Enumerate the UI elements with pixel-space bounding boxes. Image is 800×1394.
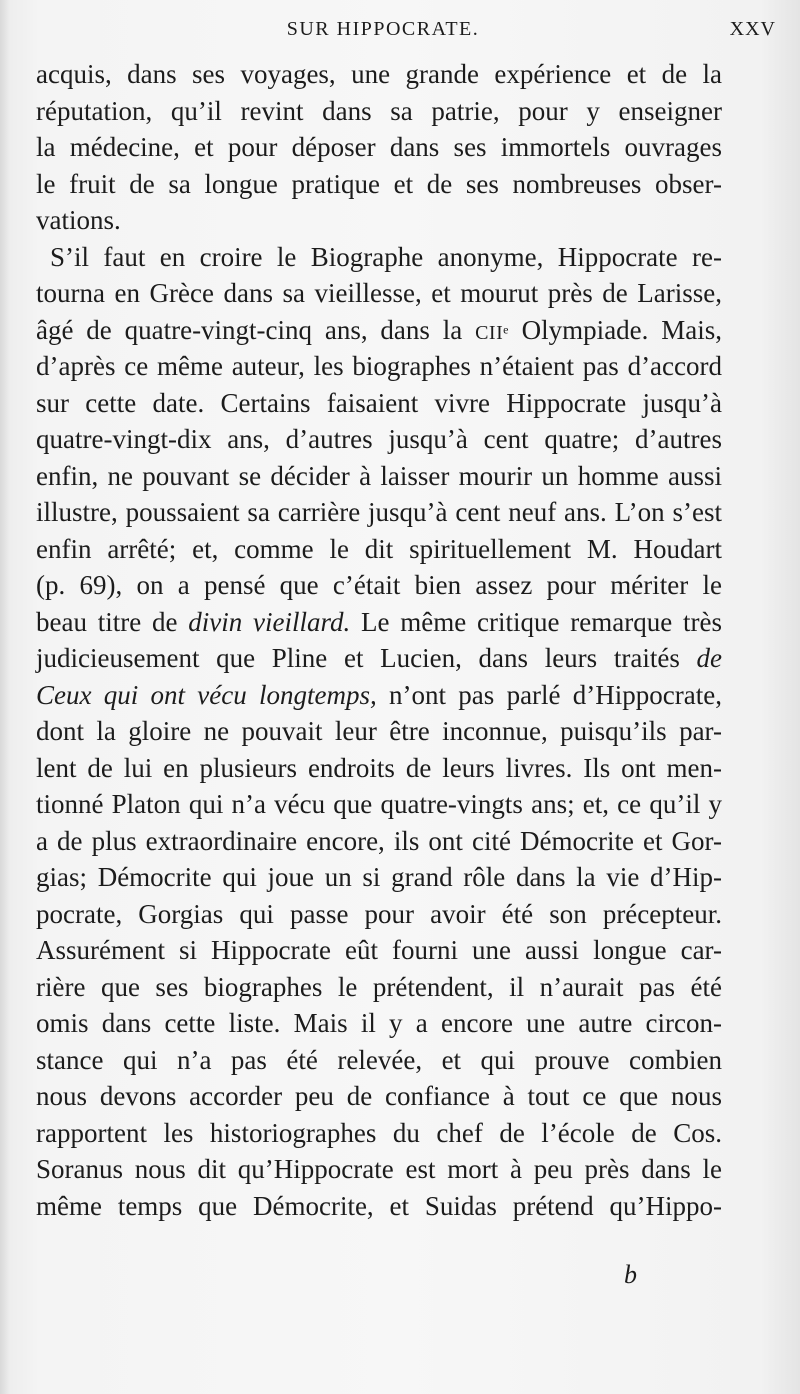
body-text (36, 56, 722, 1224)
text-line: le fruit de sa longue pratique et de ses nombreuses obser- (36, 168, 722, 199)
text-line: quatre-vingt-dix ans, d’autres jusqu’à cent quatre; d’autres (36, 424, 722, 454)
text-segment: Olympiade. Mais, (508, 314, 722, 345)
text-segment: beau titre de (36, 606, 189, 637)
text-line: rière que ses biographes le prétendent, il n’aurait pas été (36, 971, 722, 1002)
text-segment: n’ont pas parlé d’Hippocrate, (376, 679, 722, 710)
text-line: tionné Platon qui n’a vécu que quatre-vingts ans; et, ce qu’il y (36, 789, 722, 819)
text-segment: âgé de quatre-vingt-cinq ans, dans la (36, 314, 476, 345)
text-line: S’il faut en croire le Biographe anonyme, Hippocrate re- (50, 241, 722, 272)
text-line: réputation, qu’il revint dans sa patrie, pour y enseigner (36, 95, 722, 126)
text-line (36, 640, 722, 677)
page-number: XXV (729, 18, 776, 40)
text-line: rapportent les historiographes du chef de l’école de Cos. (36, 1117, 722, 1148)
text-line: tourna en Grèce dans sa vieillesse, et mourut près de Larisse, (36, 278, 722, 308)
signature-mark: b (624, 1260, 637, 1289)
text-line: dont la gloire ne pouvait leur être inconnue, puisqu’ils par- (36, 716, 722, 746)
text-line (36, 604, 722, 641)
text-line: illustre, poussaient sa carrière jusqu’à cent neuf ans. L’on s’est (36, 497, 722, 527)
text-line (36, 677, 722, 714)
text-line: a de plus extraordinaire encore, ils ont cité Démocrite et Gor- (36, 825, 722, 856)
text-segment: judicieusement que Pline et Lucien, dans leurs traités (36, 643, 697, 673)
italic-phrase: divin vieillard. (188, 606, 351, 637)
text-line: (p. 69), on a pensé que c’était bien assez pour mériter le (36, 570, 722, 600)
text-line: d’après ce même auteur, les biographes n’étaient pas d’accord (36, 351, 722, 381)
italic-phrase: Ceux qui ont vécu longtemps, (36, 679, 377, 710)
text-line: même temps que Démocrite, et Suidas prétend qu’Hippo- (36, 1190, 722, 1221)
text-line (36, 312, 722, 349)
running-head (38, 18, 776, 48)
text-line: nous devons accorder peu de confiance à tout ce que nous (36, 1081, 722, 1111)
text-line: sur cette date. Certains faisaient vivre Hippocrate jusqu’à (36, 387, 722, 418)
text-line: stance qui n’a pas été relevée, et qui prouve combien (36, 1044, 722, 1075)
text-line: acquis, dans ses voyages, une grande expérience et de la (36, 59, 722, 89)
text-segment: Le même critique remarque très (350, 606, 722, 637)
text-line: enfin, ne pouvant se décider à laisser mourir un homme aussi (36, 460, 722, 491)
text-line: omis dans cette liste. Mais il y a encore une autre circon- (36, 1008, 722, 1038)
italic-phrase: de (696, 643, 722, 673)
text-line: Soranus nous dit qu’Hippocrate est mort à peu près dans le (36, 1154, 722, 1184)
text-line: gias; Démocrite qui joue un si grand rôle dans la vie d’Hip- (36, 862, 722, 892)
text-line: la médecine, et pour déposer dans ses immortels ouvrages (36, 132, 722, 162)
running-title: SUR HIPPOCRATE. (286, 18, 480, 40)
text-line: enfin arrêté; et, comme le dit spirituellement M. Houdart (36, 533, 722, 564)
text-line: vations. (36, 205, 121, 235)
text-line: pocrate, Gorgias qui passe pour avoir été son précepteur. (36, 898, 722, 929)
text-line: lent de lui en plusieurs endroits de leurs livres. Ils ont men- (36, 752, 722, 783)
text-line: Assurément si Hippocrate eût fourni une aussi longue car- (36, 935, 722, 965)
olympiad-number: CIIᵉ (475, 321, 509, 344)
